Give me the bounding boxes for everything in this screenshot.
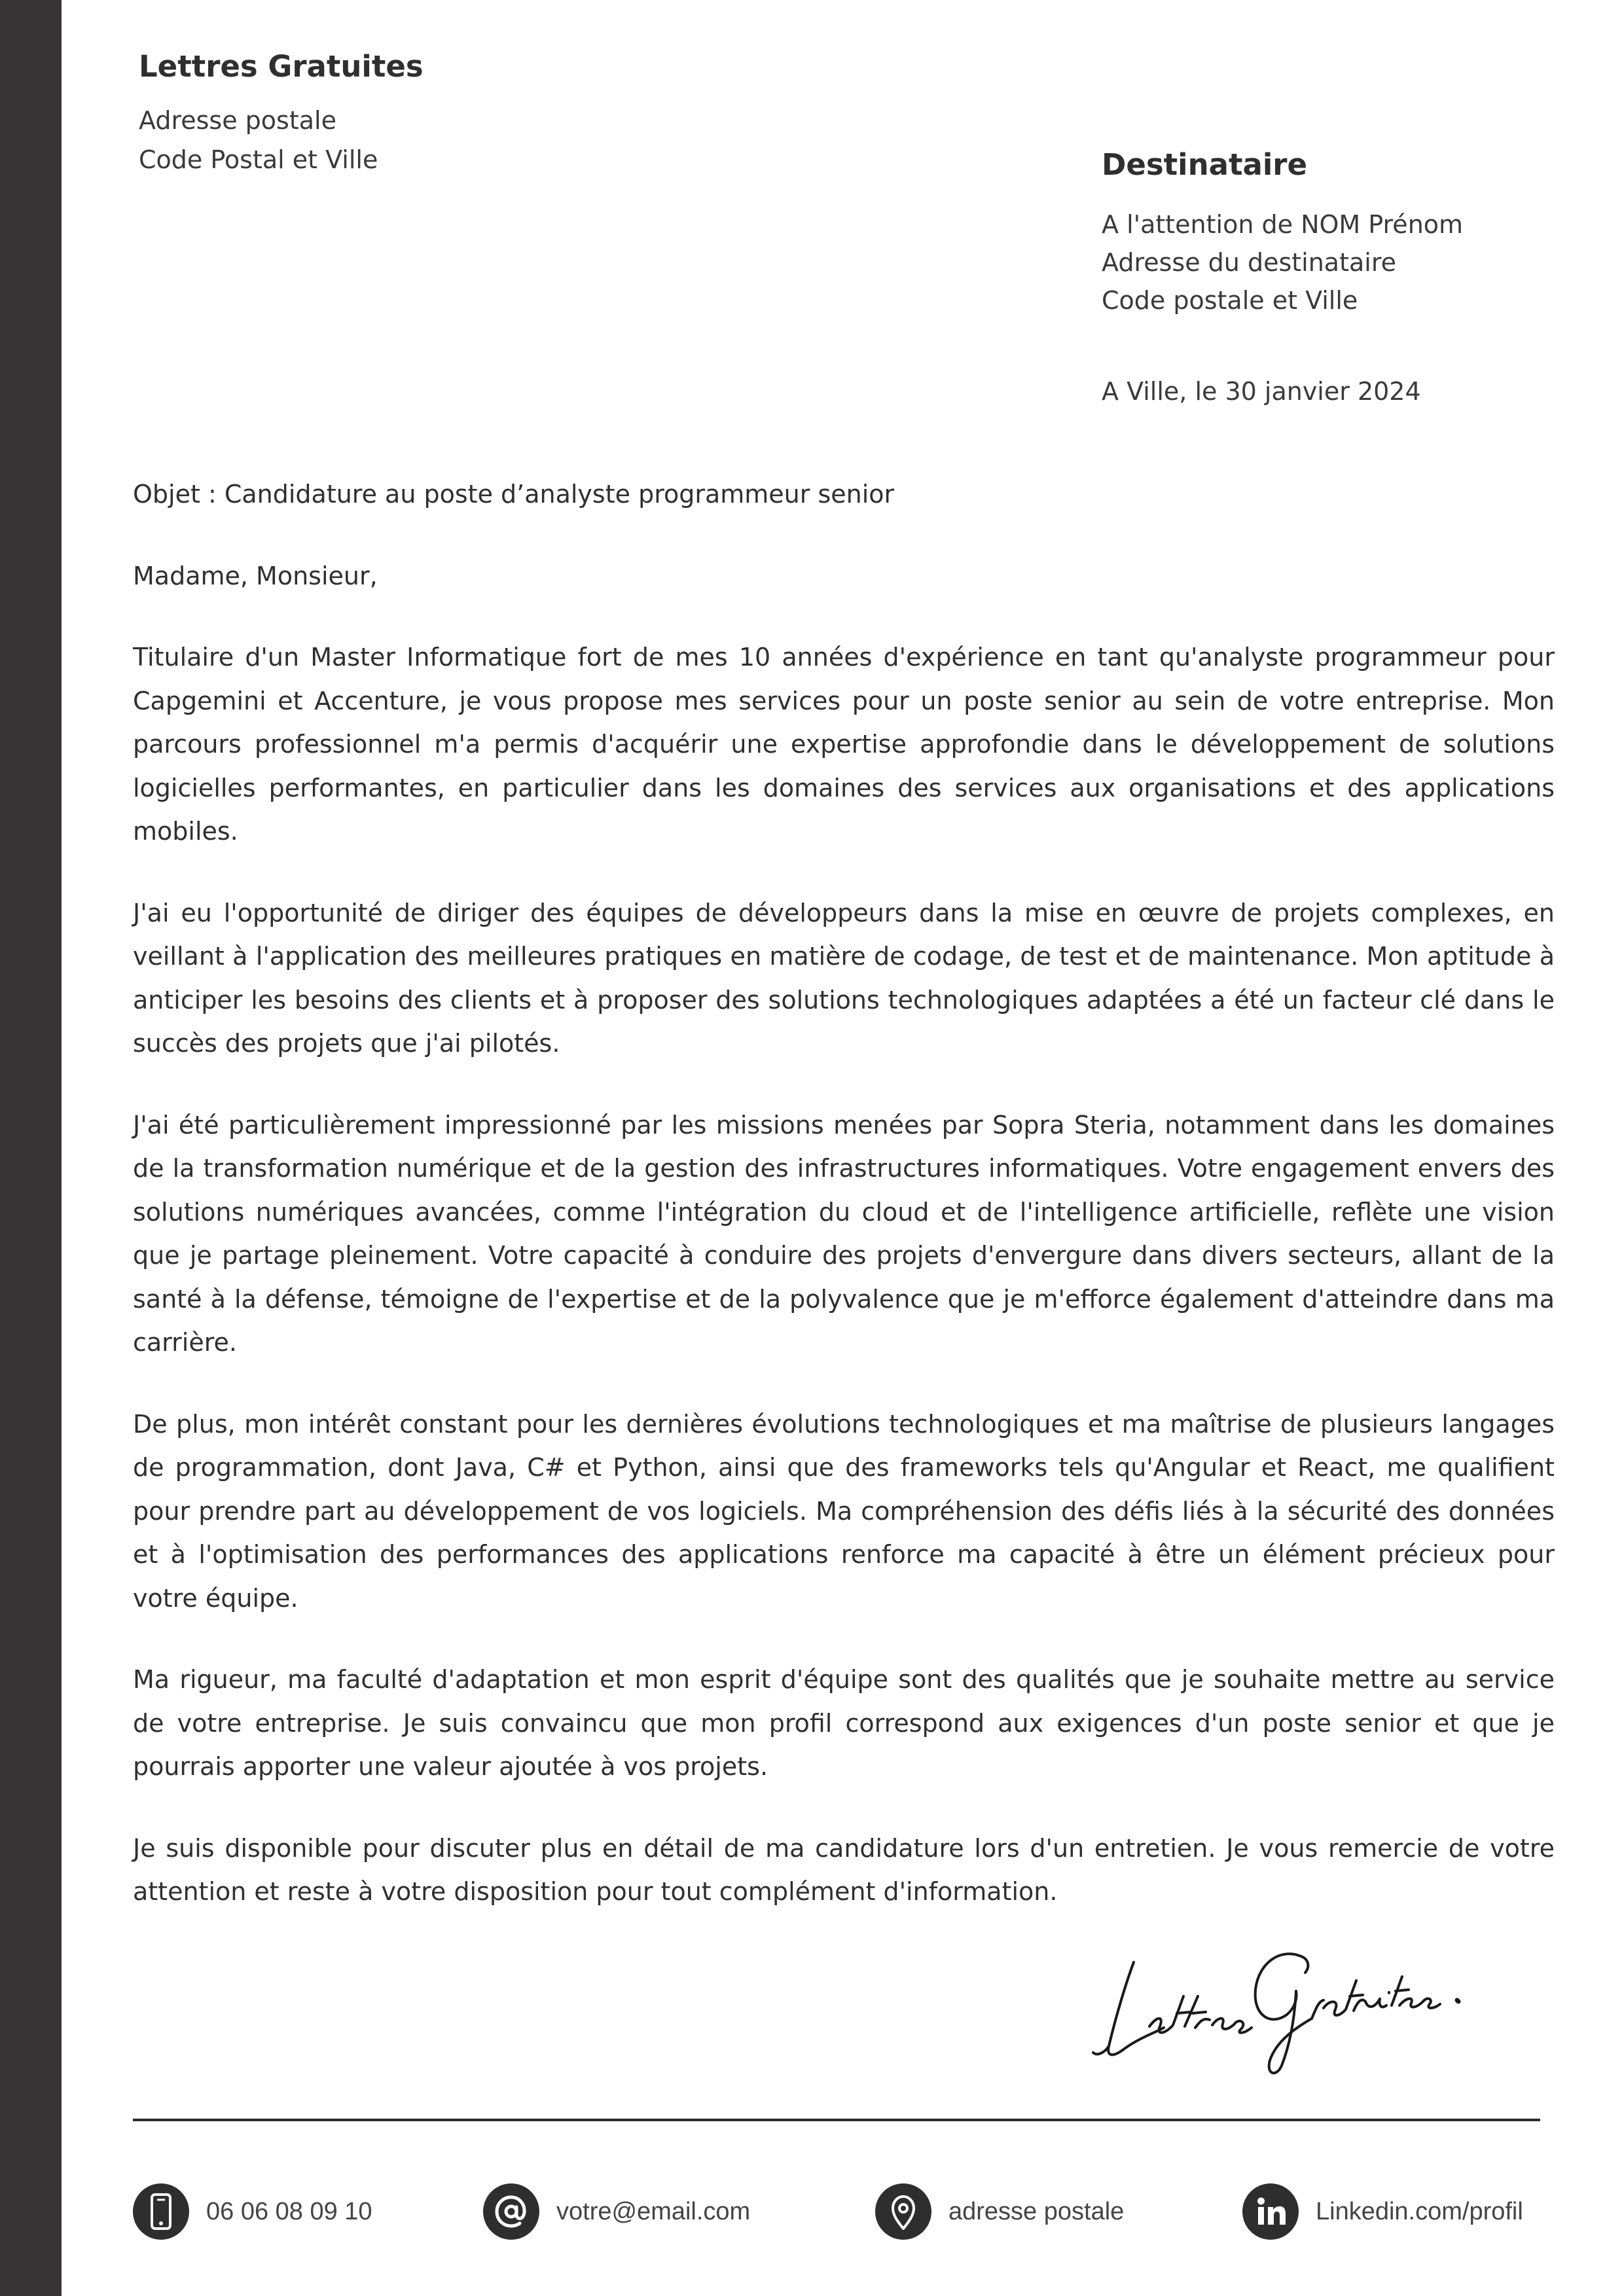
sender-block	[139, 47, 728, 179]
contact-email-label[interactable]: votre@email.com	[556, 2197, 751, 2225]
letter-body	[133, 473, 1555, 1952]
handwritten-signature	[1087, 1918, 1492, 2081]
contact-phone	[133, 2183, 372, 2240]
contact-address	[875, 2183, 1124, 2240]
contact-linkedin-label[interactable]: Linkedin.com/profil	[1316, 2197, 1523, 2225]
letter-paragraph-6: Je suis disponible pour discuter plus en détail de ma candidature lors d'un entretien. Je vous remercie de votre attention et reste à votre disposition pour tout complément d'information.	[133, 1833, 1555, 1906]
letter-paragraph-2: J'ai eu l'opportunité de diriger des équipes de développeurs dans la mise en œuvre de projets complexes, en veillant à l'application des meilleures pratiques en matière de codage, de test et de maintenance. Mon aptitude à anticiper les besoins des clients et à proposer des solutions technologiques adaptées a été un facteur clé dans le succès des projets que j'ai pilotés.	[133, 898, 1555, 1058]
letter-paragraph-4: De plus, mon intérêt constant pour les dernières évolutions technologiques et ma maîtrise de plusieurs langages de programmation, dont Java, C# et Python, ainsi que des frameworks tels qu'Angular et React, me qualifient pour prendre part au développement de vos logiciels. Ma compréhension des défis liés à la sécurité des données et à l'optimisation des performances des applications renforce ma capacité à être un élément précieux pour votre équipe.	[133, 1409, 1555, 1613]
recipient-title: Destinataire	[1102, 147, 1308, 182]
letter-date: A Ville, le 30 janvier 2024	[1102, 377, 1421, 406]
signature-drawing	[1087, 1918, 1492, 2081]
letter-paragraph-5: Ma rigueur, ma faculté d'adaptation et mon esprit d'équipe sont des qualités que je souhaite mettre au service de votre entreprise. Je suis convaincu que mon profil correspond aux exigences d'un poste senior et que je pourrais apporter une valeur ajoutée à vos projets.	[133, 1665, 1555, 1781]
left-accent-bar	[0, 0, 62, 2296]
sender-city: Code Postal et Ville	[139, 145, 378, 174]
contact-email[interactable]	[483, 2183, 750, 2240]
footer-divider	[133, 2119, 1540, 2121]
phone-icon	[133, 2183, 189, 2240]
recipient-address: Adresse du destinataire	[1102, 248, 1396, 277]
linkedin-icon	[1242, 2183, 1299, 2240]
sender-address: Adresse postale	[139, 106, 336, 135]
letter-paragraph-3: J'ai été particulièrement impressionné par les missions menées par Sopra Steria, notamment dans les domaines de la transformation numérique et de la gestion des infrastructures informatiques. Votre engagement envers des solutions numériques avancées, comme l'intégration du cloud et de l'intelligence artificielle, reflète une vision que je partage pleinement. Votre capacité à conduire des projets d'envergure dans divers secteurs, allant de la santé à la défense, témoigne de l'expertise et de la polyvalence que je m'efforce également d'atteindre dans ma carrière.	[133, 1110, 1555, 1357]
contact-address-label: adresse postale	[948, 2197, 1125, 2225]
letter-paragraph-1: Titulaire d'un Master Informatique fort de mes 10 années d'expérience en tant qu'analyste programmeur pour Capgemini et Accenture, je vous propose mes services pour un poste senior au sein de votre entreprise. Mon parcours professionnel m'a permis d'acquérir une expertise approfondie dans le développement de solutions logicielles performantes, en particulier dans les domaines des services aux organisations et des applications mobiles.	[133, 643, 1555, 846]
letter-salutation: Madame, Monsieur,	[133, 561, 378, 590]
location-pin-icon	[875, 2183, 931, 2240]
at-sign-icon	[483, 2183, 539, 2240]
recipient-attention: A l'attention de NOM Prénom	[1102, 210, 1464, 239]
contact-phone-label: 06 06 08 09 10	[206, 2197, 372, 2225]
contact-linkedin[interactable]	[1242, 2183, 1523, 2240]
sender-name: Lettres Gratuites	[139, 49, 424, 84]
recipient-block	[1102, 145, 1560, 319]
letter-object: Objet : Candidature au poste d’analyste programmeur senior	[133, 480, 895, 509]
recipient-city: Code postale et Ville	[1102, 286, 1358, 315]
